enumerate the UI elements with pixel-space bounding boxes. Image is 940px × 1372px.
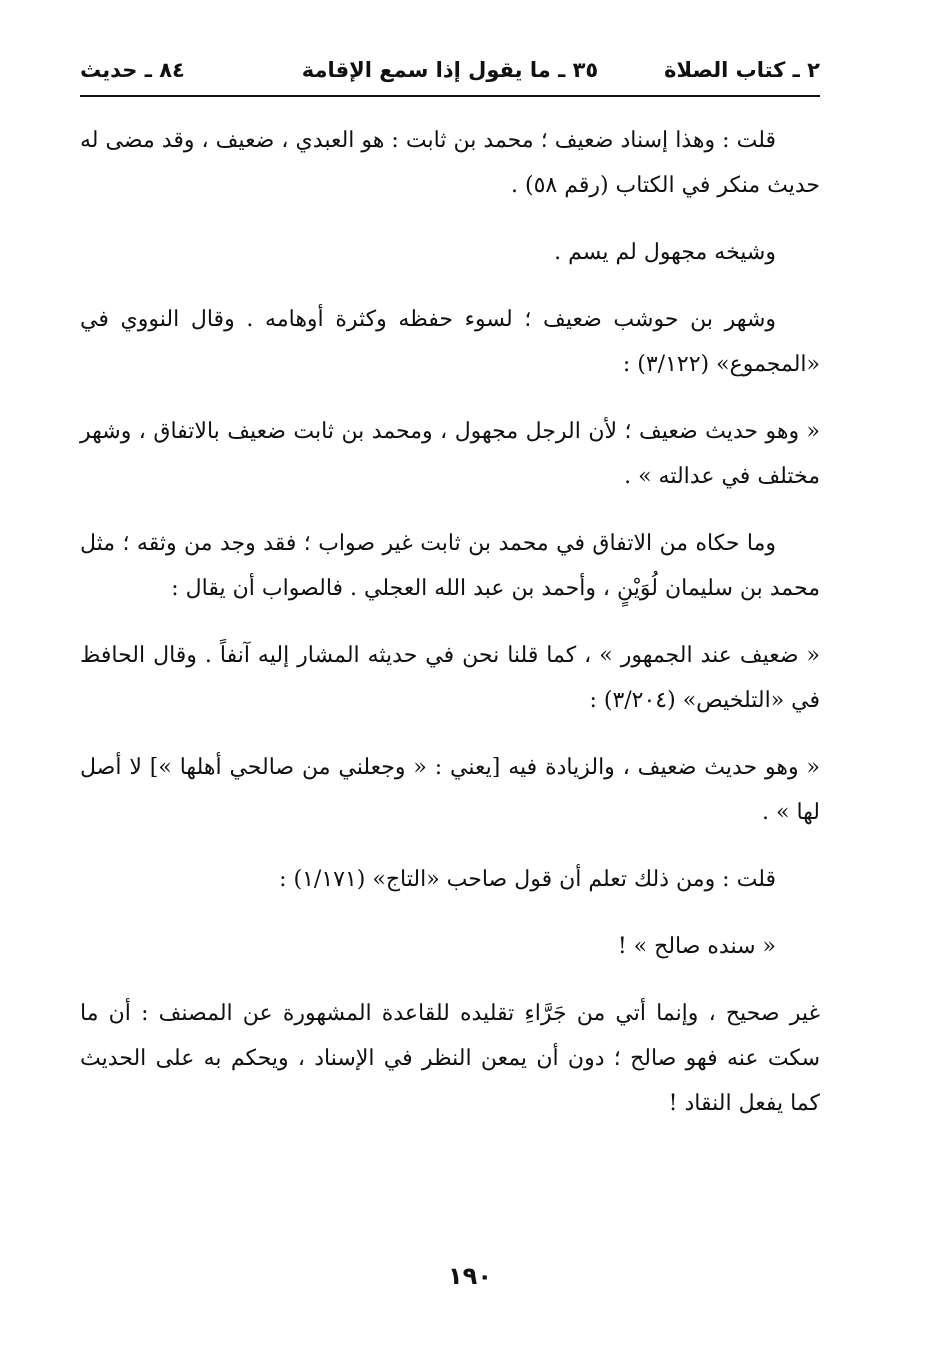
quote-nawawi: « وهو حديث ضعيف ؛ لأن الرجل مجهول ، ومحمد بن ثابت ضعيف بالاتفاق ، وشهر مختلف في عدالته » . <box>80 419 820 489</box>
header-book-title: ٢ ـ كتاب الصلاة <box>664 58 820 82</box>
paragraph-10: غير صحيح ، وإنما أتي من جَرَّاءِ تقليده للقاعدة المشهورة عن المصنف : أن ما سكت عنه فهو صالح ؛ دون أن يمعن النظر في الإسناد ، ويحكم به على الحديث كما يفعل النقاد ! <box>80 1001 820 1116</box>
page-number: ١٩٠ <box>448 1262 492 1290</box>
paragraph-1: قلت : وهذا إسناد ضعيف ؛ محمد بن ثابت : هو العبدي ، ضعيف ، وقد مضى له حديث منكر في الكتاب (رقم ٥٨) . <box>80 128 820 198</box>
quote-taj: « سنده صالح » ! <box>617 934 776 959</box>
page-body <box>80 118 820 1148</box>
paragraph-8: قلت : ومن ذلك تعلم أن قول صاحب «التاج» (١/١٧١) : <box>279 867 776 892</box>
running-header <box>80 58 820 88</box>
header-chapter-title: ٣٥ ـ ما يقول إذا سمع الإقامة <box>301 58 599 82</box>
quote-talkhis: « وهو حديث ضعيف ، والزيادة فيه [يعني : « وجعلني من صالحي أهلها »] لا أصل لها » . <box>80 755 820 825</box>
header-hadith-number: ٨٤ ـ حديث <box>80 58 185 82</box>
paragraph-2: وشيخه مجهول لم يسم . <box>554 240 776 265</box>
paragraph-5: وما حكاه من الاتفاق في محمد بن ثابت غير صواب ؛ فقد وجد من وثقه ؛ مثل محمد بن سليمان لُوَيْنٍ ، وأحمد بن عبد الله العجلي . فالصواب أن يقال : <box>80 531 820 601</box>
header-divider <box>80 95 820 97</box>
paragraph-3: وشهر بن حوشب ضعيف ؛ لسوء حفظه وكثرة أوهامه . وقال النووي في «المجموع» (٣/١٢٢) : <box>80 307 820 377</box>
quote-jumhur: « ضعيف عند الجمهور » ، كما قلنا نحن في حديثه المشار إليه آنفاً . وقال الحافظ في «التلخيص» (٣/٢٠٤) : <box>80 643 820 713</box>
